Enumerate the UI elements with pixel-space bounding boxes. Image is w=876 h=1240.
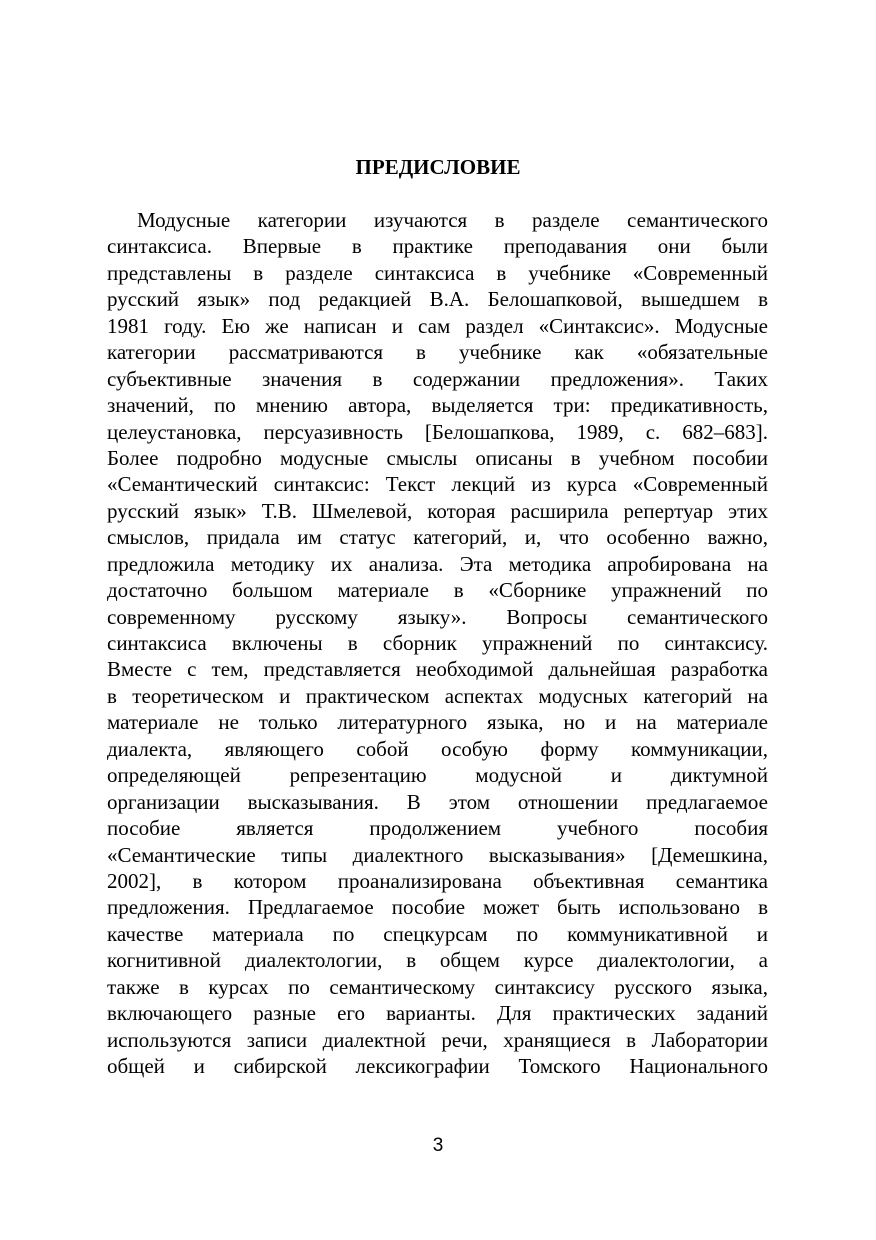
text-line: синтаксиса включены в сборник упражнений по синтаксису.	[107, 631, 768, 655]
text-line: целеустановка, персуазивность [Белошапкова, 1989, с. 682–683].	[107, 419, 768, 444]
preface-paragraph	[107, 207, 768, 1079]
page-number: 3	[432, 1135, 444, 1156]
text-line: диалекта, являющего собой особую форму коммуникации,	[107, 736, 768, 761]
text-line: Более подробно модусные смыслы описаны в учебном пособии	[107, 445, 768, 470]
text-line: «Семантический синтаксис: Текст лекций из курса «Современный	[107, 472, 768, 497]
text-line: используются записи диалектной речи, хранящиеся в Лаборатории	[107, 1027, 768, 1052]
text-line: современному русскому языку». Вопросы семантического	[107, 604, 768, 629]
text-line: предложила методику их анализа. Эта методика апробирована на	[107, 551, 768, 576]
text-line: предложения. Предлагаемое пособие может быть использовано в	[107, 895, 768, 920]
text-line: русский язык» под редакцией В.А. Белошапковой, вышедшем в	[107, 287, 768, 312]
page-title: ПРЕДИСЛОВИЕ	[355, 155, 521, 179]
text-line: качестве материала по спецкурсам по коммуникативной и	[107, 921, 768, 946]
text-line: категории рассматриваются в учебнике как «обязательные	[107, 340, 768, 365]
text-line: организации высказывания. В этом отношении предлагаемое	[107, 789, 768, 814]
text-line: значений, по мнению автора, выделяется три: предикативность,	[107, 393, 768, 418]
text-line: Вместе с тем, представляется необходимой дальнейшая разработка	[107, 657, 768, 682]
text-line: 2002], в котором проанализирована объективная семантика	[107, 868, 768, 893]
text-line: общей и сибирской лексикографии Томского Национального	[107, 1054, 768, 1078]
text-line: смыслов, придала им статус категорий, и, что особенно важно,	[107, 525, 768, 550]
text-line: синтаксиса. Впервые в практике преподавания они были	[107, 234, 768, 259]
text-line: «Семантические типы диалектного высказывания» [Демешкина,	[107, 842, 768, 867]
text-line: 1981 году. Ею же написан и сам раздел «Синтаксис». Модусные	[107, 313, 768, 338]
text-line: в теоретическом и практическом аспектах модусных категорий на	[107, 683, 768, 708]
text-line: представлены в разделе синтаксиса в учебнике «Современный	[107, 260, 768, 285]
text-line: включающего разные его варианты. Для практических заданий	[107, 1001, 768, 1026]
text-line: также в курсах по семантическому синтаксису русского языка,	[107, 974, 768, 999]
text-line: когнитивной диалектологии, в общем курсе диалектологии, а	[107, 948, 768, 973]
text-line: достаточно большом материале в «Сборнике упражнений по	[107, 578, 768, 603]
text-line: субъективные значения в содержании предложения». Таких	[107, 366, 768, 391]
text-line: русский язык» Т.В. Шмелевой, которая расширила репертуар этих	[107, 498, 768, 523]
text-line: Модусные категории изучаются в разделе семантического	[137, 208, 768, 232]
text-line: определяющей репрезентацию модусной и диктумной	[107, 763, 768, 788]
text-line: материале не только литературного языка, но и на материале	[107, 710, 768, 735]
text-line: пособие является продолжением учебного пособия	[107, 816, 768, 841]
